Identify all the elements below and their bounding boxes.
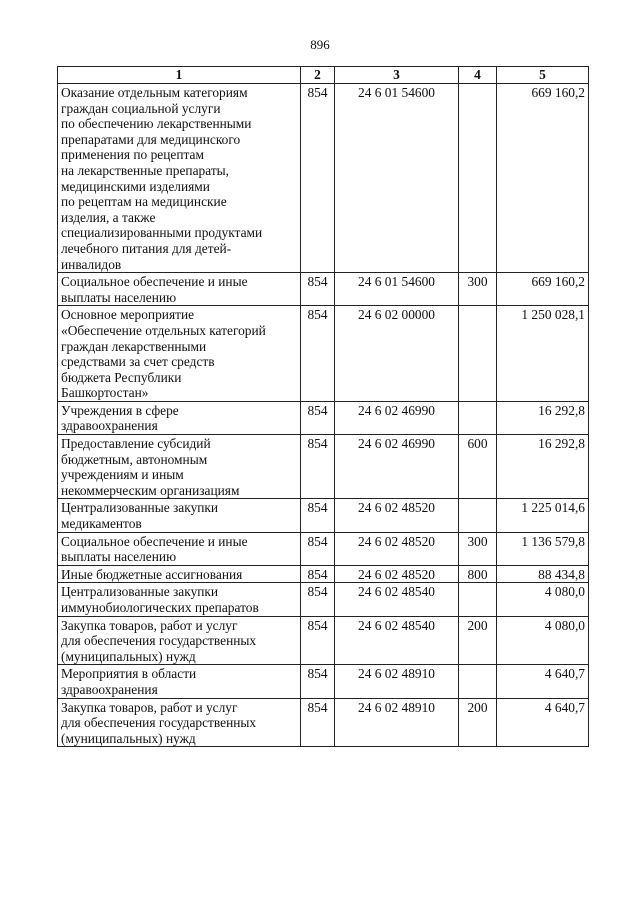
row-code: 24 6 02 46990 <box>335 401 459 434</box>
row-code: 24 6 02 48910 <box>335 698 459 747</box>
row-name: Основное мероприятие «Обеспечение отдельных категорий граждан лекарственными средствами за счет средств бюджета Республики Башкортостан» <box>58 306 301 402</box>
row-code: 24 6 01 54600 <box>335 84 459 273</box>
row-kind <box>459 306 497 402</box>
row-name: Иные бюджетные ассигнования <box>58 565 301 583</box>
table-row <box>58 84 589 273</box>
row-name: Социальное обеспечение и иные выплаты населению <box>58 273 301 306</box>
row-kind: 200 <box>459 616 497 665</box>
row-ministry: 854 <box>301 306 335 402</box>
budget-table <box>57 66 589 747</box>
column-header-ministry: 2 <box>301 67 335 84</box>
row-name: Закупка товаров, работ и услуг для обеспечения государственных (муниципальных) нужд <box>58 698 301 747</box>
table-row <box>58 616 589 665</box>
row-ministry: 854 <box>301 616 335 665</box>
row-amount: 88 434,8 <box>497 565 589 583</box>
row-kind: 300 <box>459 532 497 565</box>
column-header-name: 1 <box>58 67 301 84</box>
row-name: Мероприятия в области здравоохранения <box>58 665 301 698</box>
row-name: Централизованные закупки иммунобиологических препаратов <box>58 583 301 616</box>
table-row <box>58 499 589 532</box>
row-amount: 16 292,8 <box>497 435 589 499</box>
row-ministry: 854 <box>301 665 335 698</box>
row-ministry: 854 <box>301 565 335 583</box>
row-amount: 1 136 579,8 <box>497 532 589 565</box>
row-ministry: 854 <box>301 583 335 616</box>
row-code: 24 6 02 48520 <box>335 499 459 532</box>
table-row <box>58 401 589 434</box>
row-code: 24 6 02 48910 <box>335 665 459 698</box>
row-code: 24 6 02 48520 <box>335 532 459 565</box>
row-name: Социальное обеспечение и иные выплаты населению <box>58 532 301 565</box>
row-name: Закупка товаров, работ и услуг для обеспечения государственных (муниципальных) нужд <box>58 616 301 665</box>
table-row <box>58 532 589 565</box>
row-kind <box>459 84 497 273</box>
table-row <box>58 306 589 402</box>
row-kind <box>459 499 497 532</box>
row-name: Централизованные закупки медикаментов <box>58 499 301 532</box>
row-kind: 300 <box>459 273 497 306</box>
row-kind: 600 <box>459 435 497 499</box>
row-kind: 200 <box>459 698 497 747</box>
row-amount: 4 080,0 <box>497 616 589 665</box>
row-code: 24 6 02 46990 <box>335 435 459 499</box>
row-code: 24 6 02 48540 <box>335 583 459 616</box>
row-amount: 4 640,7 <box>497 698 589 747</box>
row-name: Учреждения в сфере здравоохранения <box>58 401 301 434</box>
column-header-kind: 4 <box>459 67 497 84</box>
row-amount: 669 160,2 <box>497 84 589 273</box>
row-ministry: 854 <box>301 273 335 306</box>
row-name: Предоставление субсидий бюджетным, автономным учреждениям и иным некоммерческим организациям <box>58 435 301 499</box>
row-code: 24 6 02 48540 <box>335 616 459 665</box>
row-amount: 4 080,0 <box>497 583 589 616</box>
row-amount: 4 640,7 <box>497 665 589 698</box>
row-ministry: 854 <box>301 499 335 532</box>
row-code: 24 6 01 54600 <box>335 273 459 306</box>
table-row <box>58 698 589 747</box>
table-row <box>58 583 589 616</box>
row-ministry: 854 <box>301 532 335 565</box>
table-row <box>58 435 589 499</box>
row-ministry: 854 <box>301 698 335 747</box>
row-kind: 800 <box>459 565 497 583</box>
row-kind <box>459 665 497 698</box>
row-ministry: 854 <box>301 84 335 273</box>
column-header-amount: 5 <box>497 67 589 84</box>
table-row <box>58 273 589 306</box>
row-amount: 1 250 028,1 <box>497 306 589 402</box>
table-row <box>58 565 589 583</box>
row-code: 24 6 02 48520 <box>335 565 459 583</box>
table-row <box>58 665 589 698</box>
page-number: 896 <box>310 37 330 52</box>
row-ministry: 854 <box>301 435 335 499</box>
row-name: Оказание отдельным категориям граждан социальной услуги по обеспечению лекарственными препаратами для медицинского применения по рецептам на лекарственные препараты, медицинскими изделиями по рецептам на медицинские изделия, а также специализированными продуктами лечебного питания для детей- инвалидов <box>58 84 301 273</box>
row-ministry: 854 <box>301 401 335 434</box>
column-header-code: 3 <box>335 67 459 84</box>
row-amount: 669 160,2 <box>497 273 589 306</box>
table-header-row <box>58 67 589 84</box>
row-kind <box>459 583 497 616</box>
row-amount: 1 225 014,6 <box>497 499 589 532</box>
row-amount: 16 292,8 <box>497 401 589 434</box>
row-code: 24 6 02 00000 <box>335 306 459 402</box>
row-kind <box>459 401 497 434</box>
